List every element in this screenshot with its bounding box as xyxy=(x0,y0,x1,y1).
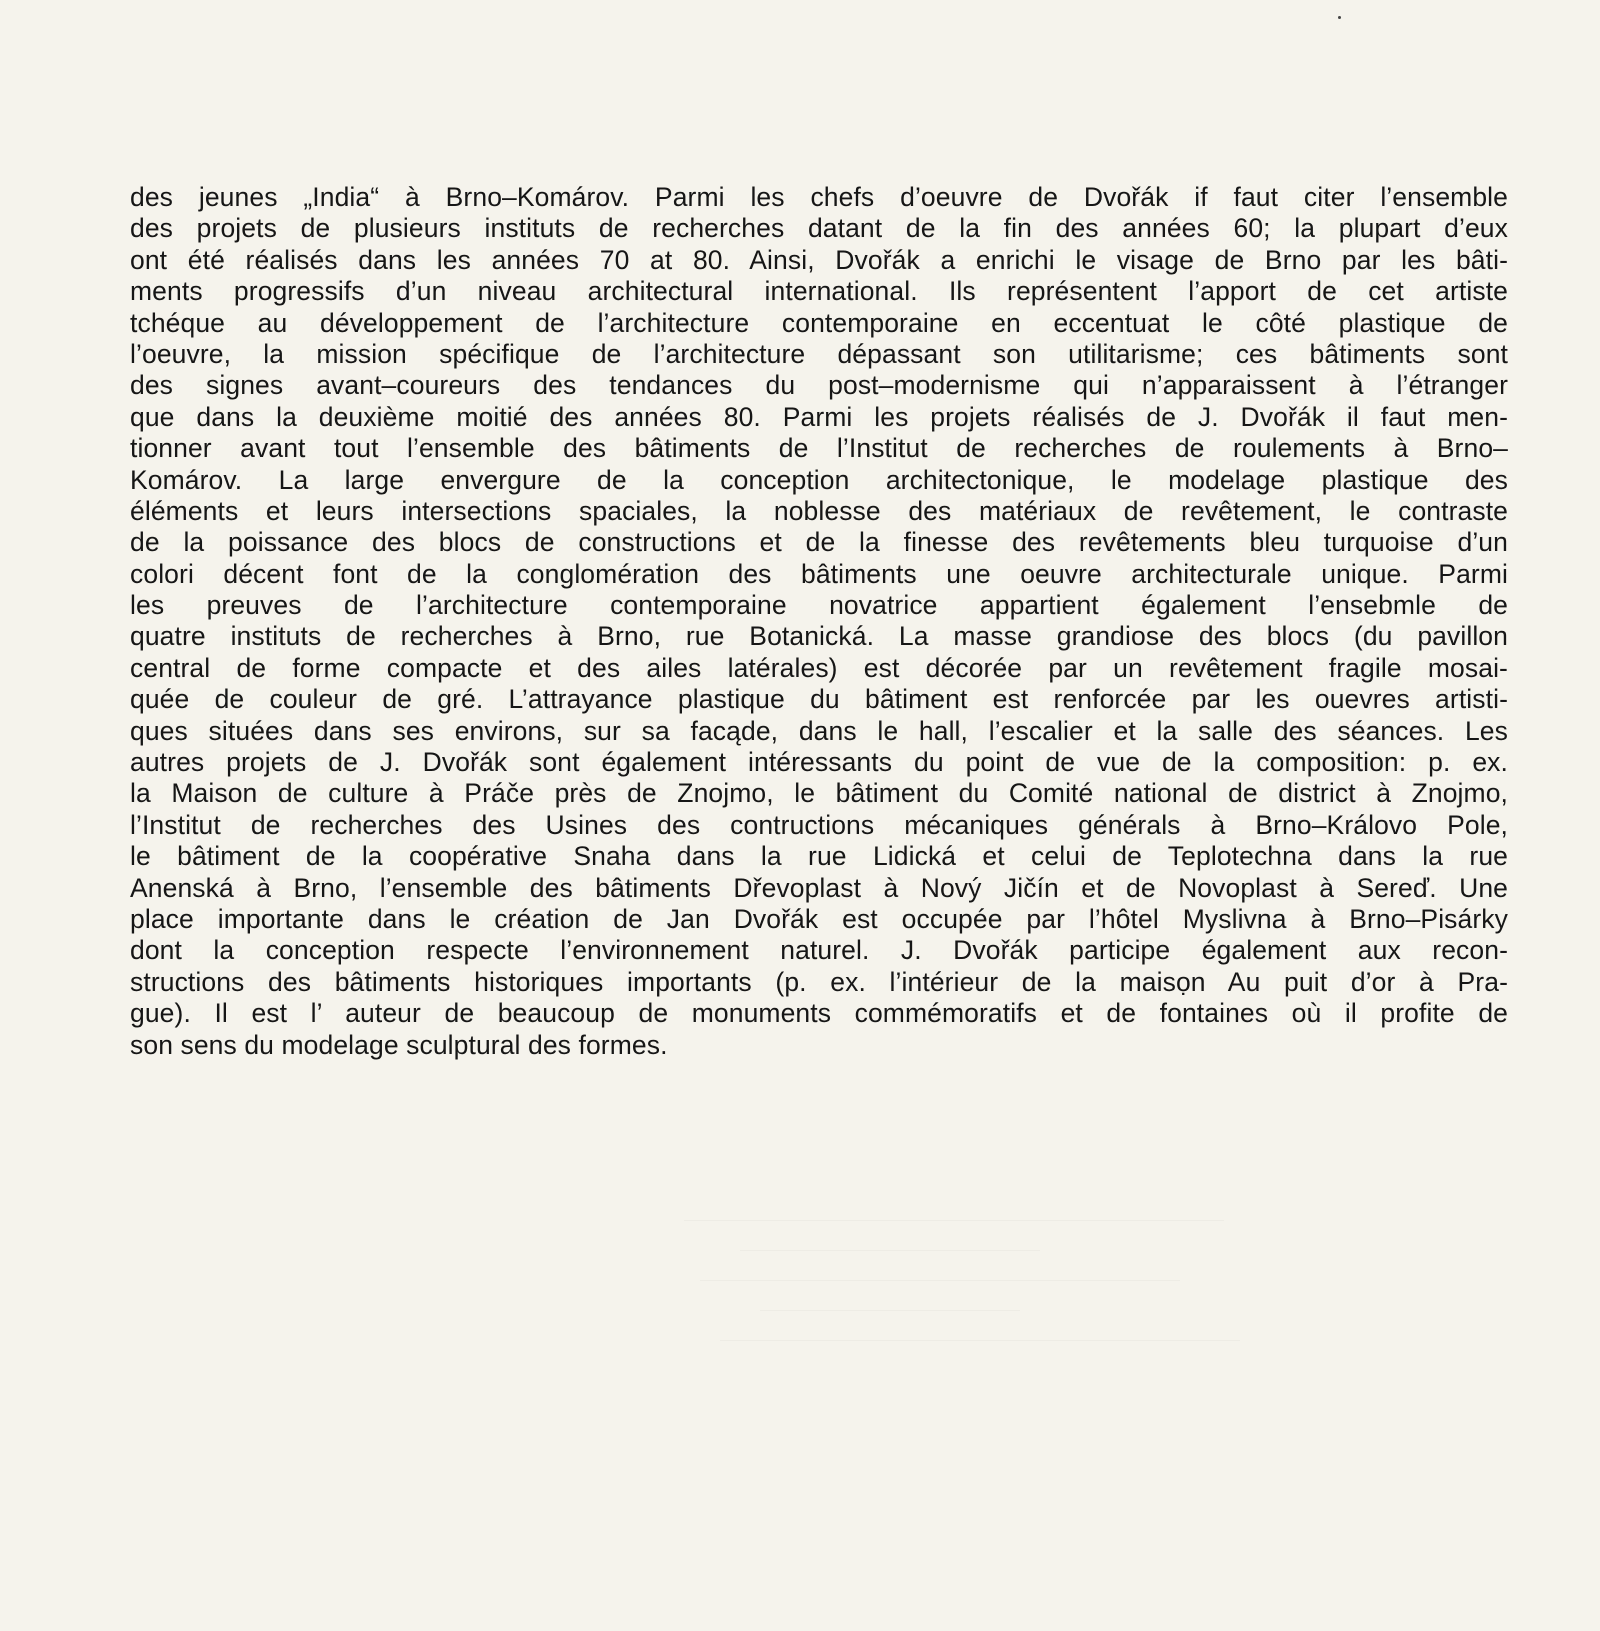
text-line: dont la conception respecte l’environnement naturel. J. Dvořák participe également aux recon- xyxy=(130,935,1508,966)
text-line: colori décent font de la conglomération des bâtiments une oeuvre architecturale unique. Parmi xyxy=(130,558,1508,589)
text-line: ques situées dans ses environs, sur sa facąde, dans le hall, l’escalier et la salle des séances. Les xyxy=(130,715,1508,746)
text-line: quée de couleur de gré. L’attrayance plastique du bâtiment est renforcée par les ouevres artisti- xyxy=(130,684,1508,715)
text-line: que dans la deuxième moitié des années 80. Parmi les projets réalisés de J. Dvořák il faut men- xyxy=(130,401,1508,432)
text-line: des jeunes „India“ à Brno–Komárov. Parmi les chefs d’oeuvre de Dvořák if faut citer l’ensemble xyxy=(130,182,1508,212)
text-line: central de forme compacte et des ailes latérales) est décorée par un revêtement fragile mosai- xyxy=(130,652,1508,683)
speck xyxy=(1338,16,1341,19)
text-line: des signes avant–coureurs des tendances du post–modernisme qui n’apparaissent à l’étranger xyxy=(130,370,1508,401)
text-line: ments progressifs d’un niveau architectural international. Ils représentent l’apport de cet artiste xyxy=(130,276,1508,307)
show-through-smudge xyxy=(680,1210,1320,1510)
text-line: de la poissance des blocs de constructions et de la finesse des revêtements bleu turquoise d’un xyxy=(130,527,1508,558)
text-line: le bâtiment de la coopérative Snaha dans la rue Lidická et celui de Teplotechna dans la rue xyxy=(130,841,1508,872)
text-line: gue). Il est l’ auteur de beaucoup de monuments commémoratifs et de fontaines où il profite de xyxy=(130,998,1508,1029)
text-line: ont été réalisés dans les années 70 at 80. Ainsi, Dvořák a enrichi le visage de Brno par les bâti- xyxy=(130,244,1508,275)
text-line: Komárov. La large envergure de la conception architectonique, le modelage plastique des xyxy=(130,464,1508,495)
text-line: éléments et leurs intersections spaciales, la noblesse des matériaux de revêtement, le contraste xyxy=(130,495,1508,526)
body-text xyxy=(130,182,1508,1061)
text-line: son sens du modelage sculptural des formes. xyxy=(130,1029,668,1060)
text-line: l’Institut de recherches des Usines des contructions mécaniques générals à Brno–Královo Pole, xyxy=(130,809,1508,840)
text-line: la Maison de culture à Práče près de Znojmo, le bâtiment du Comité national de district à Znojmo, xyxy=(130,778,1508,809)
text-line: autres projets de J. Dvořák sont également intéressants du point de vue de la composition: p. ex. xyxy=(130,747,1508,778)
text-line: les preuves de l’architecture contemporaine novatrice appartient également l’ensebmle de xyxy=(130,590,1508,621)
text-line: des projets de plusieurs instituts de recherches datant de la fin des années 60; la plupart d’eux xyxy=(130,213,1508,244)
text-line: Anenská à Brno, l’ensemble des bâtiments Dřevoplast à Nový Jičín et de Novoplast à Sereď. Une xyxy=(130,872,1508,903)
text-line: structions des bâtiments historiques importants (p. ex. l’intérieur de la maisọn Au puit d’or à Pra- xyxy=(130,966,1508,997)
text-line: quatre instituts de recherches à Brno, rue Botanická. La masse grandiose des blocs (du pavillon xyxy=(130,621,1508,652)
text-line: place importante dans le création de Jan Dvořák est occupée par l’hôtel Myslivna à Brno–Pisárky xyxy=(130,903,1508,934)
text-line: tionner avant tout l’ensemble des bâtiments de l’Institut de recherches de roulements à Brno– xyxy=(130,433,1508,464)
text-line: l’oeuvre, la mission spécifique de l’architecture dépassant son utilitarisme; ces bâtiments sont xyxy=(130,338,1508,369)
text-line: tchéque au développement de l’architecture contemporaine en eccentuat le côté plastique de xyxy=(130,307,1508,338)
